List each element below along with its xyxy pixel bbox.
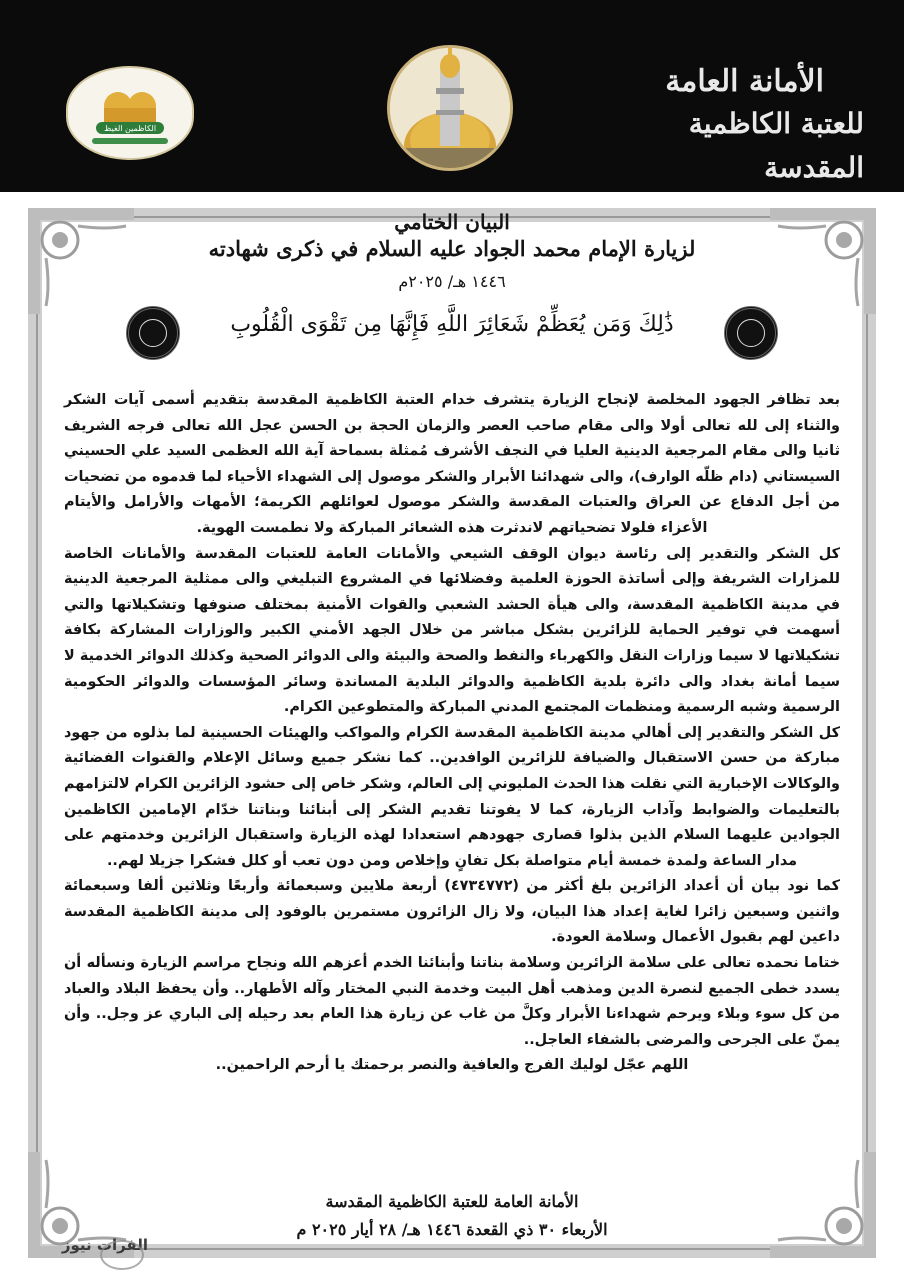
signature-issuer: الأمانة العامة للعتبة الكاظمية المقدسة — [325, 1192, 579, 1211]
paragraph-prayer: اللهم عجّل لوليك الفرج والعافية والنصر برحمتك يا أرحم الراحمين.. — [215, 1057, 689, 1074]
paragraph-closing: ختاما نحمده تعالى على سلامة الزائرين وسلامة بناتنا وأبنائنا الخدم أعزهم الله ونجاح مراسم الزيارة ونسأله أن يسدد خطى الجميع لنصرة الدين ومذهب أهل البيت وخدمة النبي المختار وآله الأطهار.. وأن يحفظ البلاد والعباد من كل سوء وبلاء ويرحم شهداءنا الأبرار وكلَّ من غاب عن زيارة هذا العام بعد رحيله إلى الباري عز وجل.. وأن يمنّ على الجرحى والمرضى بالشفاء العاجل.. — [64, 955, 840, 1048]
header-banner — [0, 0, 904, 192]
watermark-logo-icon — [100, 1240, 144, 1270]
paragraph-visitor-count: كما نود بيان أن أعداد الزائرين بلغ أكثر من (٤٧٣٤٧٧٢) أربعة ملايين وسبعمائة وأربعًا وثلاثين ألفا وسبعمائة واثنين وسبعين زائرا لغاية إعداد هذا البيان، ولا زال الزائرون مستمرين بالوفود إلى مدينة الكاظمية المقدسة داعين لهم بقبول الأعمال وسلامة العودة. — [64, 878, 840, 946]
calligraphy-seal-right-icon — [724, 306, 778, 360]
al-kazimin-alghayz-logo — [66, 66, 194, 160]
left-logo-text: الكاظمين الغيظ — [103, 124, 157, 133]
watermark-text: الفرات نيوز — [61, 1236, 148, 1254]
statement-subtitle: لزيارة الإمام محمد الجواد عليه السلام في ذكرى شهادته — [208, 236, 696, 261]
paragraph-thanks-residents: كل الشكر والتقدير إلى أهالي مدينة الكاظمية المقدسة الكرام والمواكب والهيئات الحسينية لما بذلوه من جهود مباركة من حسن الاستقبال والضيافة للزائرين الوافدين.. كما نشكر جميع وسائل الإعلام والقنوات الفضائية والوكالات الإخبارية التي نقلت هذا الحدث المليوني إلى العالم، وشكر خاص إلى حشود الزائرين الكرام لالتزامهم بالتعليمات والضوابط وآداب الزيارة، كما لا يفوتنا تقديم الشكر إلى أبنائنا وبناتنا خدّام الإمامين الكاظمين الجوادين عليهما السلام الذين بذلوا قصارى جهودهم استعدادا لهذه الزيارة واستقبال الزائرين وخدمتهم على مدار الساعة ولمدة خمسة أيام متواصلة بكل تفانٍ وإخلاص ومن دون تعب أو كلل فشكرا جزيلا لهم.. — [64, 724, 840, 869]
secretariat-calligraphy-logo — [614, 62, 864, 184]
calligraphy-seal-left-icon — [126, 306, 180, 360]
signature-date: الأربعاء ٣٠ ذي القعدة ١٤٤٦ هـ/ ٢٨ أيار ٢٠٢٥ م — [296, 1220, 608, 1239]
corner-ornament-bottom-right — [768, 1150, 878, 1260]
paragraph-thanks-intro: بعد تظافر الجهود المخلصة لإنجاح الزيارة يتشرف خدام العتبة الكاظمية المقدسة بتقديم أسمى آيات الشكر والثناء إلى لله تعالى أولا والى مقام صاحب العصر والزمان الحجة بن الحسن عجل الله تعالى فرجه الشريف ثانيا والى مقام المرجعية الدينية العليا في النجف الأشرف مُمثلة بسماحة آية الله العظمى السيد علي الحسيني السيستاني (دام ظلّه الوارف)، والى شهدائنا الأبرار والشكر موصول إلى الشهداء الأحياء لما قدموه من تضحيات من أجل الدفاع عن العراق والعتبات المقدسة والشكر موصول لعوائلهم الكريمة؛ الأمهات والأرامل والأيتام الأعزاء فلولا تضحياتهم لاندثرت هذه الشعائر المباركة ولا نطمست الهوية. — [64, 392, 840, 536]
statement-body — [60, 206, 844, 1079]
quran-verse: ذَٰلِكَ وَمَن يُعَظِّمْ شَعَائِرَ اللَّهِ فَإِنَّهَا مِن تَقْوَى الْقُلُوبِ — [230, 312, 674, 337]
statement-date: ١٤٤٦ هـ/ ٢٠٢٥م — [398, 272, 506, 291]
statement-title: البيان الختامي — [394, 210, 510, 234]
emblem-line2: للعتبة الكاظمية المقدسة — [688, 107, 864, 184]
quran-verse-banner — [60, 300, 844, 376]
emblem-line1: الأمانة العامة — [665, 64, 824, 99]
signature-block — [200, 1192, 704, 1239]
paragraph-thanks-institutions: كل الشكر والتقدير إلى رئاسة ديوان الوقف الشيعي والأمانات العامة للعتبات المقدسة والأمانات الخاصة للمزارات الشريفة وإلى أساتذة الحوزة العلمية وفضلائها في المشروع التبليغي والى ممثلية المرجعية الدينية في مدينة الكاظمية المقدسة، والى هيأة الحشد الشعبي والقوات الأمنية بمختلف صنوفها وتشكيلاتها والتي أسهمت في توفير الحماية للزائرين بشكل مباشر من خلال الجهد الأمني الكبير والوزارات المشاركة بكافة تشكيلاتها لا سيما وزارات النقل والكهرباء والنفط والصحة والبيئة والى الدوائر الصحية وكذلك الدوائر الخدمية لا سيما أمانة بغداد والى دائرة بلدية الكاظمية والدوائر البلدية المساندة وسائر المؤسسات والدوائر الحكومية الرسمية وشبه الرسمية ومنظمات المجتمع المدني المباركة والمتطوعين الكرام. — [64, 545, 840, 716]
alforat-news-watermark — [8, 1236, 148, 1272]
shrine-dome-emblem — [387, 45, 513, 171]
